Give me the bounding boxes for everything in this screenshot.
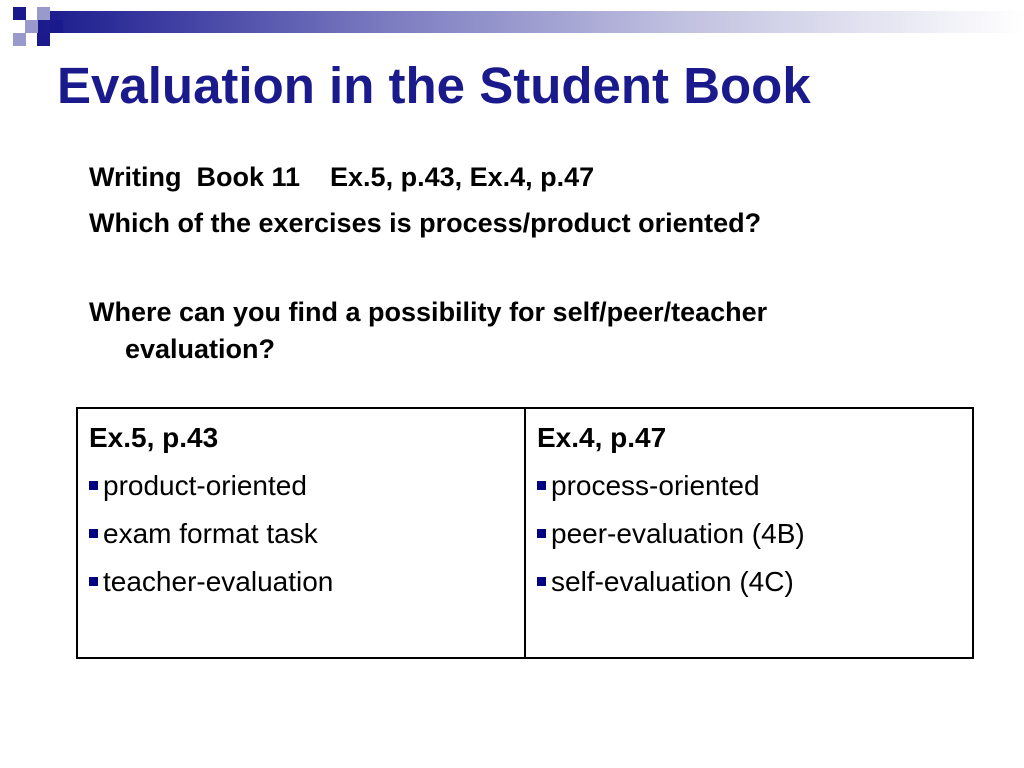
decoration-square xyxy=(37,33,50,46)
slide-title: Evaluation in the Student Book xyxy=(57,57,811,114)
decoration-square xyxy=(25,20,38,33)
bullet-icon xyxy=(537,577,546,586)
exercise-comparison-table xyxy=(76,407,974,659)
title-decoration xyxy=(0,0,1024,60)
list-item xyxy=(89,467,514,505)
evaluation-question-line2: evaluation? xyxy=(125,334,276,364)
writing-book-reference: Writing Book 11 Ex.5, p.43, Ex.4, p.47 xyxy=(89,162,595,192)
bullet-icon xyxy=(537,481,546,490)
decoration-square xyxy=(13,33,26,46)
evaluation-question xyxy=(89,294,969,368)
list-item xyxy=(537,515,962,553)
list-item-label: exam format task xyxy=(103,518,318,549)
list-item xyxy=(89,563,514,601)
decoration-square xyxy=(37,7,50,20)
exercise-4-header: Ex.4, p.47 xyxy=(537,422,667,453)
bullet-icon xyxy=(89,577,98,586)
bullet-icon xyxy=(89,481,98,490)
list-item-label: self-evaluation (4C) xyxy=(551,566,794,597)
evaluation-question-line1: Where can you find a possibility for self/peer/teacher xyxy=(89,297,768,327)
list-item-label: process-oriented xyxy=(551,470,760,501)
list-item-label: peer-evaluation (4B) xyxy=(551,518,805,549)
exercise-5-header: Ex.5, p.43 xyxy=(89,422,219,453)
list-item xyxy=(89,515,514,553)
list-item-label: product-oriented xyxy=(103,470,307,501)
orientation-question: Which of the exercises is process/product oriented? xyxy=(89,208,762,238)
decoration-gradient-bar xyxy=(38,11,1024,33)
list-item xyxy=(537,563,962,601)
exercise-5-cell xyxy=(77,408,525,658)
list-item-label: teacher-evaluation xyxy=(103,566,334,597)
exercise-4-cell xyxy=(525,408,973,658)
list-item xyxy=(537,467,962,505)
decoration-square xyxy=(50,20,63,33)
bullet-icon xyxy=(537,529,546,538)
bullet-icon xyxy=(89,529,98,538)
decoration-square xyxy=(13,7,26,20)
table-row xyxy=(77,408,973,658)
